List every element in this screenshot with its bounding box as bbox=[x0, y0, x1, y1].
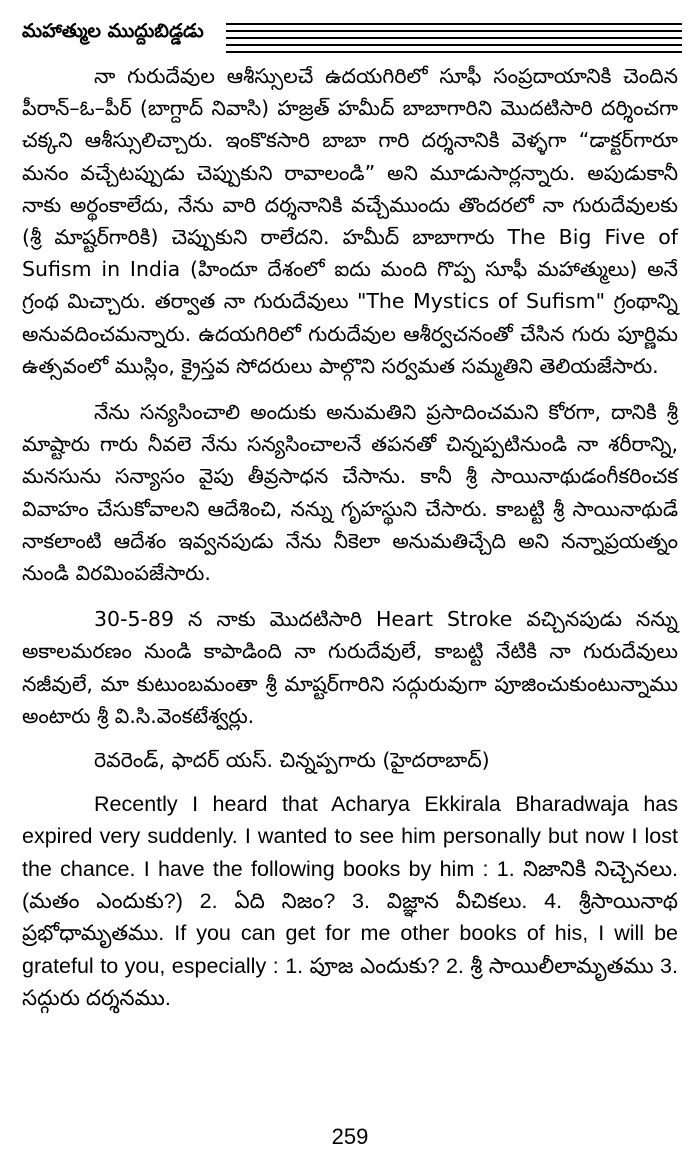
book-title: మహాత్ముల ముద్దుబిడ్డడు bbox=[22, 20, 204, 42]
header-rules bbox=[226, 23, 682, 55]
page-number: 259 bbox=[331, 1124, 369, 1149]
body-paragraph: 30-5-89 న నాకు మొదటిసారి Heart Stroke వచ్చినపుడు నన్ను అకాలమరణం నుండి కాపాడింది నా గురుదేవులే, కాబట్టి నేటికి నా గురుదేవులు నజీవులే, మా కుటుంబమంతా శ్రీ మాష్టర్‌గారిని సద్గురువుగా పూజించుకుంటున్నాము అంటారు శ్రీ వి.సి.వెంకటేశ్వర్లు. bbox=[22, 607, 678, 728]
page-body bbox=[22, 60, 678, 1028]
letter-author: రెవరెండ్, ఫాదర్ యస్. చిన్నప్పగారు (హైదరాబాద్) bbox=[94, 748, 490, 773]
header-rule bbox=[226, 51, 682, 53]
letter-paragraph: Recently I heard that Acharya Ekkirala Bharadwaja has expired very suddenly. I wanted to see him personally but now I lost the chance. I have the following books by him : 1. నిజానికి నిచ్చెనలు. (మతం ఎందుకు?) 2. ఏది నిజం? 3. విజ్ఞాన వీచికలు. 4. శ్రీసాయినాథ ప్రభోధామృతము. If you can get for me other books of his, I will be grateful to you, especially : 1. పూజ ఎందుకు? 2. శ్రీ సాయిలీలామృతము 3. సద్గురు దర్శనము. bbox=[22, 792, 678, 1010]
body-paragraph: నేను సన్యసించాలి అందుకు అనుమతిని ప్రసాదించమని కోరగా, దానికి శ్రీ మాష్టారు గారు నీవలె నేను సన్యసించాలనే తపనతో చిన్నప్పటినుండి నా శరీరాన్ని, మనసును సన్యాసం వైపు తీవ్రసాధన చేసాను. కానీ శ్రీ సాయినాథుడంగీకరించక వివాహం చేసుకోవాలని ఆదేశించి, నన్ను గృహస్థుని చేసారు. కాబట్టి శ్రీ సాయినాథుడే నాకలాంటి ఆదేశం ఇవ్వనపుడు నేను నీకెలా అనుమతిచ్చేది అని నన్నాప్రయత్నం నుండి విరమింపజేసారు. bbox=[22, 400, 678, 586]
header-rule bbox=[226, 30, 682, 32]
running-header bbox=[18, 14, 682, 56]
body-paragraph: నా గురుదేవుల ఆశీస్సులచే ఉదయగిరిలో సూఫీ సంప్రదాయానికి చెందిన పీరాన్–ఓ–పీర్ (బాగ్దాద్ నివాసి) హజ్రత్ హమీద్ బాబాగారిని మొదటిసారి దర్శించగా చక్కని ఆశీస్సులిచ్చారు. ఇంకొకసారి బాబా గారి దర్శనానికి వెళ్ళగా “డాక్టర్‌గారూ మనం వచ్చేటప్పుడు చెప్పుకుని రావాలండి” అని మూడుసార్లన్నారు. అపుడుకానీ నాకు అర్థంకాలేదు, నేను వారి దర్శనానికి వచ్చేముందు తొందరలో నా గురుదేవులకు (శ్రీ మాష్టర్‌గారికి) చెప్పుకుని రాలేదని. హమీద్ బాబాగారు The Big Five of Sufism in India (హిందూ దేశంలో ఐదు మంది గొప్ప సూఫీ మహాత్ములు) అనే గ్రంథ మిచ్చారు. తర్వాత నా గురుదేవులు "The Mystics of Sufism" గ్రంథాన్ని అనువదించమన్నారు. ఉదయగిరిలో గురుదేవుల ఆశీర్వచనంతో చేసిన గురు పూర్ణిమ ఉత్సవంలో ముస్లిం, క్రైస్తవ సోదరులు పాల్గొని సర్వమత సమ్మతిని తెలియజేసారు. bbox=[22, 64, 678, 378]
header-rule bbox=[226, 23, 682, 25]
header-rule bbox=[226, 37, 682, 39]
header-rule bbox=[226, 44, 682, 46]
